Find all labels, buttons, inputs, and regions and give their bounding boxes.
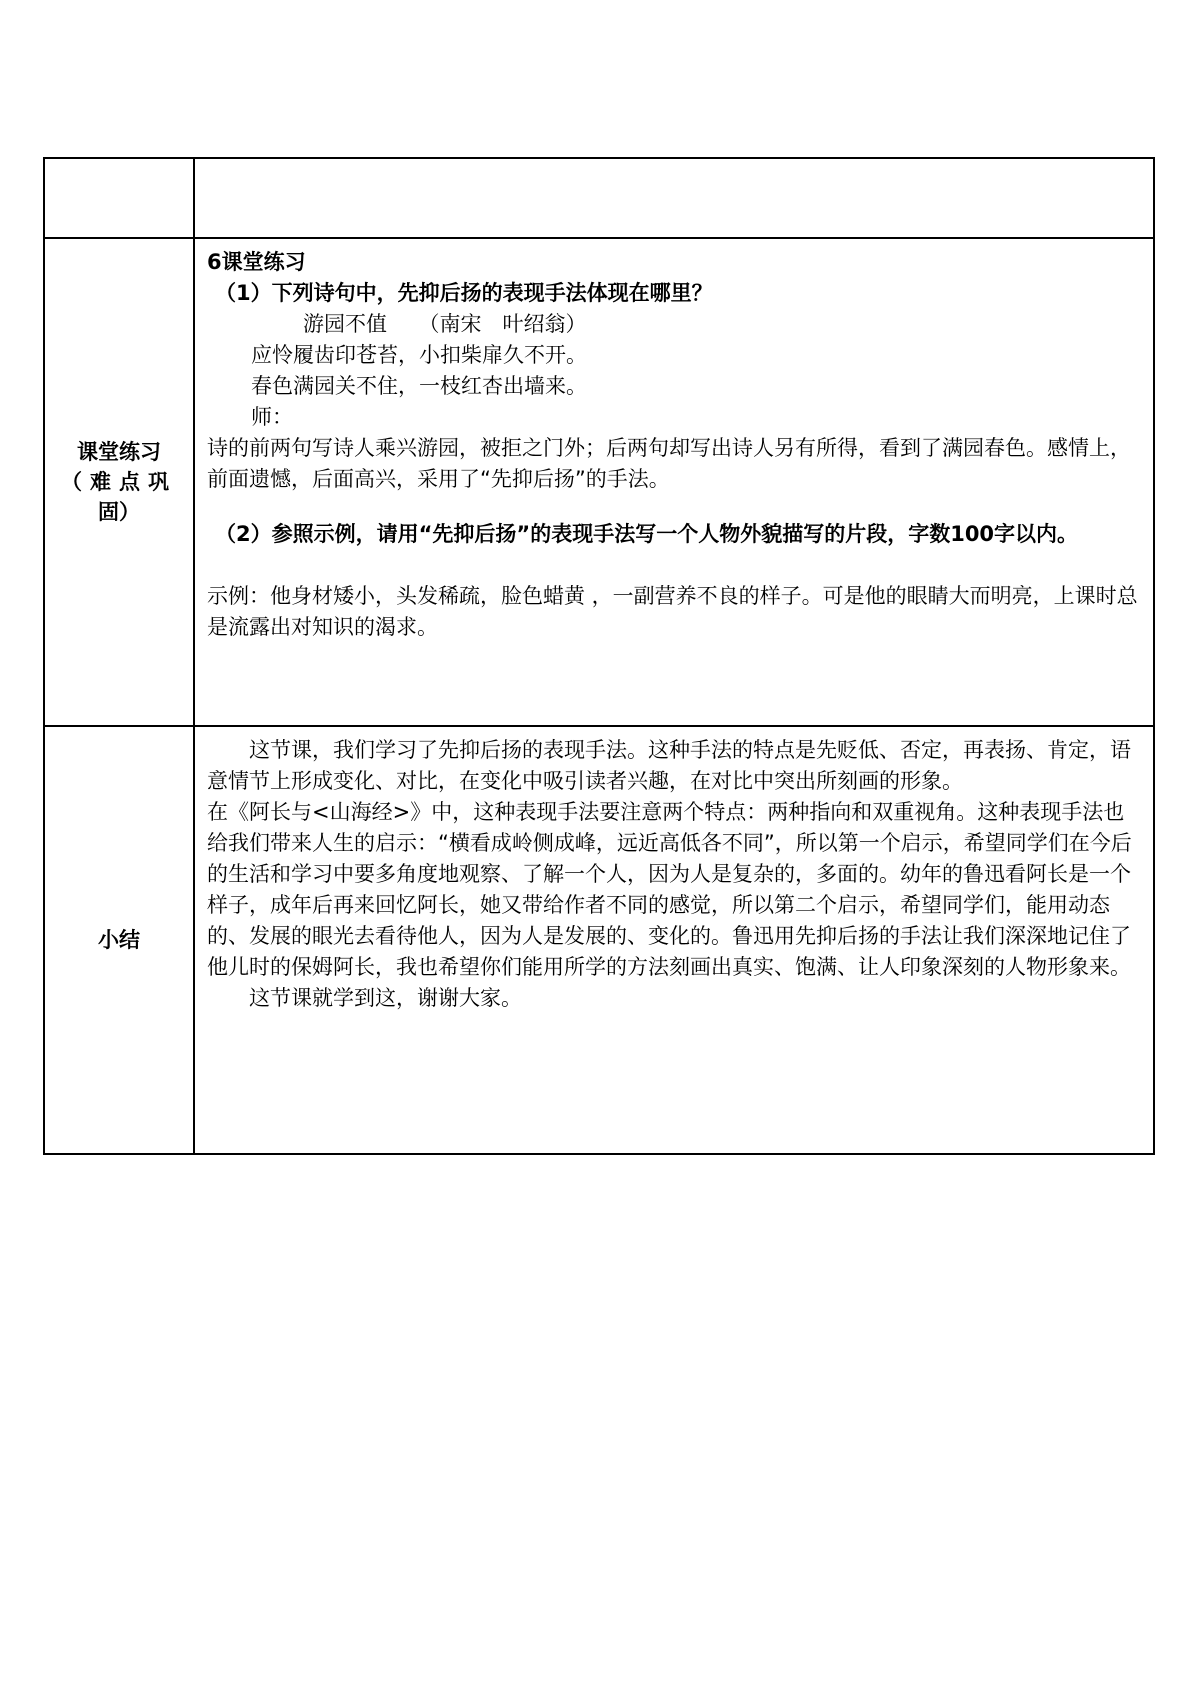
table-row-practice [44, 238, 1154, 726]
practice-content-cell [194, 238, 1154, 726]
poem-line-1: 应怜履齿印苍苔，小扣柴扉久不开。 [251, 343, 587, 367]
table-row-summary [44, 726, 1154, 1154]
spacer [207, 495, 1141, 519]
empty-content-cell [194, 158, 1154, 238]
practice-label-cell [44, 238, 194, 726]
spacer [207, 550, 1141, 581]
poem-author: （南宋 叶绍翁） [429, 312, 587, 336]
practice-label-line2: （难点巩 [61, 470, 177, 494]
practice-label-line3: 固） [98, 500, 140, 524]
practice-heading: 6课堂练习 [207, 250, 306, 274]
poem-title: 游园不值 [303, 312, 387, 336]
answer-text: 诗的前两句写诗人乘兴游园，被拒之门外；后两句却写出诗人另有所得，看到了满园春色。感情上，前面遗憾，后面高兴，采用了“先抑后扬”的手法。 [207, 436, 1131, 491]
summary-label-cell [44, 726, 194, 1154]
summary-paragraph-3: 这节课就学到这，谢谢大家。 [249, 986, 522, 1010]
example-text: 示例：他身材矮小，头发稀疏，脸色蜡黄 ，一副营养不良的样子。可是他的眼睛大而明亮，上课时总是流露出对知识的渴求。 [207, 584, 1138, 639]
empty-label-cell [44, 158, 194, 238]
summary-paragraph-2: 在《阿长与<山海经>》中，这种表现手法要注意两个特点：两种指向和双重视角。这种表现手法也给我们带来人生的启示：“横看成岭侧成峰，远近高低各不同”，所以第一个启示，希望同学们在今后的生活和学习中要多角度地观察、了解一个人，因为人是复杂的，多面的。幼年的鲁迅看阿长是一个样子，成年后再来回忆阿长，她又带给作者不同的感觉，所以第二个启示，希望同学们，能用动态的、发展的眼光去看待他人，因为人是发展的、变化的。鲁迅用先抑后扬的手法让我们深深地记住了他儿时的保姆阿长，我也希望你们能用所学的方法刻画出真实、饱满、让人印象深刻的人物形象来。 [207, 800, 1132, 979]
summary-paragraph-1: 这节课，我们学习了先抑后扬的表现手法。这种手法的特点是先贬低、否定，再表扬、肯定，语意情节上形成变化、对比，在变化中吸引读者兴趣，在对比中突出所刻画的形象。 [207, 738, 1131, 793]
poem-title-line [207, 309, 1141, 340]
question-2: （2）参照示例，请用“先抑后扬”的表现手法写一个人物外貌描写的片段，字数100字以内。 [215, 522, 1079, 546]
summary-content-cell [194, 726, 1154, 1154]
lesson-plan-table [43, 157, 1155, 1155]
question-1: （1）下列诗句中，先抑后扬的表现手法体现在哪里？ [215, 281, 713, 305]
practice-label-line1: 课堂练习 [77, 440, 161, 464]
teacher-prompt: 师： [251, 405, 293, 429]
poem-line-2: 春色满园关不住，一枝红杏出墙来。 [251, 374, 587, 398]
table-row-empty [44, 158, 1154, 238]
summary-label: 小结 [98, 928, 140, 952]
